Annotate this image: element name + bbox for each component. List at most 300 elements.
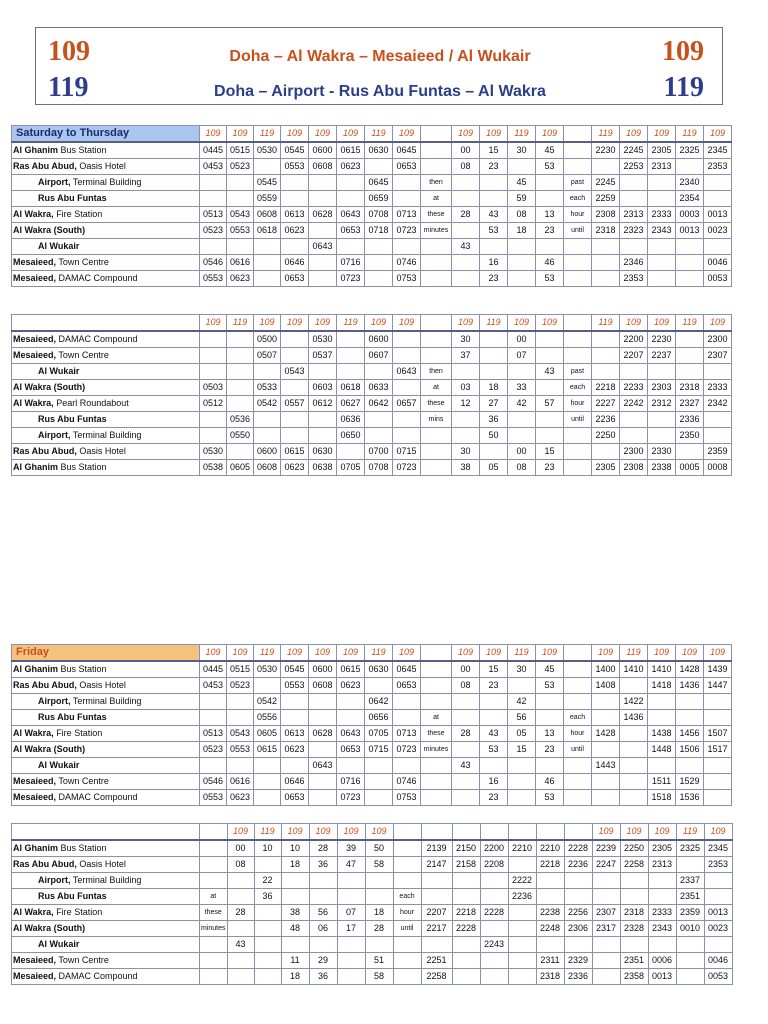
time-cell	[564, 694, 592, 710]
table-row	[12, 396, 732, 412]
time-cell: 0615	[254, 742, 281, 758]
time-cell: 2210	[508, 840, 536, 857]
time-cell: 53	[480, 223, 508, 239]
time-cell: 0553	[281, 678, 309, 694]
time-cell: 2207	[620, 348, 648, 364]
table-row	[12, 790, 732, 806]
time-cell: 1400	[592, 661, 620, 678]
table-sat-thu-return	[11, 314, 732, 476]
time-cell	[281, 710, 309, 726]
time-cell: 2343	[648, 223, 676, 239]
stop-name: Rus Abu Funtas	[12, 191, 200, 207]
time-cell: 0643	[309, 239, 337, 255]
time-cell	[676, 937, 704, 953]
stop-name: Al Wakra, Fire Station	[12, 207, 200, 223]
time-cell: 0533	[254, 380, 281, 396]
time-cell: 23	[480, 159, 508, 175]
time-cell: 0645	[365, 175, 393, 191]
route-number-cell: 109	[536, 645, 564, 662]
time-cell: 0046	[704, 953, 732, 969]
route-number-cell: 119	[508, 126, 536, 143]
time-cell	[365, 412, 393, 428]
time-cell: 0650	[337, 428, 365, 444]
time-cell	[421, 271, 452, 287]
time-cell	[676, 444, 704, 460]
time-cell: 1448	[648, 742, 676, 758]
time-cell	[309, 364, 337, 380]
time-cell: 2336	[676, 412, 704, 428]
time-cell	[620, 774, 648, 790]
time-cell: 0630	[309, 444, 337, 460]
time-cell: 0600	[309, 142, 337, 159]
time-cell	[592, 937, 620, 953]
route-number-cell: 109	[393, 315, 421, 332]
time-cell: 16	[480, 255, 508, 271]
time-cell: 2230	[648, 331, 676, 348]
time-cell	[281, 428, 309, 444]
time-cell	[592, 742, 620, 758]
time-cell: 2239	[592, 840, 620, 857]
time-cell: 0513	[200, 726, 227, 742]
time-cell: 0608	[309, 159, 337, 175]
stop-name: Mesaieed, Town Centre	[12, 255, 200, 271]
frequency-note: minutes	[421, 742, 452, 758]
time-cell	[536, 710, 564, 726]
time-cell: 2228	[480, 905, 508, 921]
time-cell: 10	[281, 840, 309, 857]
stop-name: Mesaieed, Town Centre	[12, 953, 200, 969]
time-cell	[592, 331, 620, 348]
route-number-cell: 109	[508, 315, 536, 332]
time-cell	[200, 953, 228, 969]
time-cell	[508, 159, 536, 175]
time-cell: 2237	[648, 348, 676, 364]
time-cell	[254, 255, 281, 271]
time-cell	[564, 331, 592, 348]
stop-name: Al Wakra (South)	[12, 921, 200, 937]
time-cell: 05	[480, 460, 508, 476]
time-cell	[564, 661, 592, 678]
time-cell: 2333	[704, 380, 732, 396]
time-cell	[281, 694, 309, 710]
time-cell	[536, 191, 564, 207]
frequency-note: past	[564, 175, 592, 191]
time-cell: 2150	[452, 840, 480, 857]
stop-name: Mesaieed, DAMAC Compound	[12, 969, 200, 985]
time-cell	[337, 953, 365, 969]
time-cell: 0753	[393, 271, 421, 287]
table-row	[12, 840, 733, 857]
time-cell	[508, 953, 536, 969]
time-cell: 2210	[536, 840, 564, 857]
table-row	[12, 758, 732, 774]
time-cell	[620, 889, 648, 905]
table-row	[12, 969, 733, 985]
table-row	[12, 742, 732, 758]
route-number-cell	[421, 824, 452, 841]
time-cell	[393, 840, 421, 857]
route-number-cell: 119	[480, 315, 508, 332]
time-cell: 0010	[676, 921, 704, 937]
time-cell: 46	[536, 255, 564, 271]
time-cell: 0603	[309, 380, 337, 396]
time-cell: 53	[536, 271, 564, 287]
time-cell: 0713	[393, 207, 421, 223]
time-cell	[337, 444, 365, 460]
time-cell	[200, 239, 227, 255]
time-cell: 1410	[648, 661, 676, 678]
time-cell: 0545	[281, 661, 309, 678]
time-cell	[452, 873, 480, 889]
route-number-cell: 109	[227, 645, 254, 662]
time-cell	[676, 159, 704, 175]
time-cell: 2353	[620, 271, 648, 287]
time-cell: 56	[309, 905, 337, 921]
time-cell: 0716	[337, 255, 365, 271]
time-cell	[704, 774, 732, 790]
time-cell	[421, 331, 452, 348]
time-cell: 2256	[564, 905, 592, 921]
time-cell: 0723	[393, 223, 421, 239]
time-cell	[309, 710, 337, 726]
frequency-note: these	[200, 905, 228, 921]
time-cell: 0013	[704, 207, 732, 223]
time-cell	[200, 191, 227, 207]
time-cell	[200, 331, 227, 348]
route-number-cell: 109	[648, 126, 676, 143]
table-row	[12, 873, 733, 889]
time-cell: 0633	[365, 380, 393, 396]
time-cell: 2307	[592, 905, 620, 921]
time-cell: 0542	[254, 396, 281, 412]
time-cell: 15	[480, 661, 508, 678]
time-cell	[564, 678, 592, 694]
time-cell: 2218	[592, 380, 620, 396]
time-cell: 18	[365, 905, 393, 921]
time-cell	[421, 255, 452, 271]
time-cell: 0008	[704, 460, 732, 476]
time-cell	[676, 758, 704, 774]
time-cell: 1536	[676, 790, 704, 806]
time-cell	[309, 937, 337, 953]
time-cell	[592, 348, 620, 364]
time-cell	[393, 857, 421, 873]
time-cell: 0627	[337, 396, 365, 412]
route-number-cell: 109	[648, 315, 676, 332]
time-cell	[421, 159, 452, 175]
time-cell	[227, 953, 254, 969]
route-number-cell: 119	[365, 645, 393, 662]
time-cell	[592, 953, 620, 969]
time-cell	[281, 889, 309, 905]
time-cell	[281, 175, 309, 191]
time-cell	[393, 239, 421, 255]
time-cell	[536, 412, 564, 428]
time-cell: 0636	[337, 412, 365, 428]
time-cell: 0600	[309, 661, 337, 678]
route-number-cell: 109	[648, 645, 676, 662]
time-cell: 2243	[480, 937, 508, 953]
time-cell: 0723	[393, 742, 421, 758]
table-row	[12, 159, 732, 175]
time-cell: 0523	[200, 742, 227, 758]
time-cell: 0053	[704, 271, 732, 287]
frequency-note: at	[421, 191, 452, 207]
time-cell: 16	[480, 774, 508, 790]
route-number-cell: 109	[309, 315, 337, 332]
time-cell	[564, 937, 592, 953]
stop-name: Airport, Terminal Building	[12, 873, 200, 889]
time-cell	[254, 790, 281, 806]
time-cell	[676, 255, 704, 271]
stop-name: Ras Abu Abud, Oasis Hotel	[12, 678, 200, 694]
time-cell: 2300	[704, 331, 732, 348]
time-cell: 1529	[676, 774, 704, 790]
time-cell: 2222	[508, 873, 536, 889]
time-cell	[676, 271, 704, 287]
time-cell	[393, 953, 421, 969]
time-cell: 27	[480, 396, 508, 412]
time-cell: 50	[480, 428, 508, 444]
time-cell	[536, 937, 564, 953]
time-cell: 50	[365, 840, 393, 857]
time-cell	[536, 380, 564, 396]
route-number-cell: 109	[200, 645, 227, 662]
time-cell: 0653	[281, 271, 309, 287]
time-cell	[480, 239, 508, 255]
time-cell	[200, 937, 228, 953]
time-cell	[508, 905, 536, 921]
time-cell: 2236	[564, 857, 592, 873]
time-cell	[365, 428, 393, 444]
route-header-row	[12, 126, 732, 143]
frequency-note: these	[421, 207, 452, 223]
table-row	[12, 953, 733, 969]
time-cell	[421, 678, 452, 694]
time-cell: 2358	[620, 969, 648, 985]
time-cell: 0530	[254, 661, 281, 678]
time-cell: 2251	[421, 953, 452, 969]
stop-name: Al Wukair	[12, 937, 200, 953]
time-cell: 0546	[200, 255, 227, 271]
time-cell: 2318	[536, 969, 564, 985]
time-cell	[704, 873, 732, 889]
route-number-cell	[536, 824, 564, 841]
time-cell	[480, 444, 508, 460]
table-row	[12, 428, 732, 444]
time-cell: 2313	[620, 207, 648, 223]
time-cell	[393, 758, 421, 774]
time-cell: 0013	[648, 969, 676, 985]
time-cell: 0653	[393, 678, 421, 694]
table-row	[12, 921, 733, 937]
time-cell	[508, 678, 536, 694]
time-cell	[281, 873, 309, 889]
time-cell	[480, 921, 508, 937]
time-cell: 0642	[365, 396, 393, 412]
table-row	[12, 331, 732, 348]
time-cell: 2247	[592, 857, 620, 873]
time-cell	[393, 710, 421, 726]
time-cell	[421, 758, 452, 774]
route-number-cell: 109	[592, 645, 620, 662]
time-cell: 2238	[536, 905, 564, 921]
time-cell	[393, 694, 421, 710]
time-cell	[508, 428, 536, 444]
frequency-note: until	[393, 921, 421, 937]
time-cell	[200, 969, 228, 985]
time-cell: 42	[508, 396, 536, 412]
time-cell: 0645	[393, 661, 421, 678]
time-cell	[227, 331, 254, 348]
time-cell: 17	[337, 921, 365, 937]
time-cell: 08	[508, 460, 536, 476]
table-friday-outbound	[11, 644, 732, 806]
time-cell: 0623	[337, 159, 365, 175]
route-number-119-right: 119	[663, 72, 704, 103]
route-number-cell: 119	[254, 645, 281, 662]
time-cell: 0608	[254, 460, 281, 476]
time-cell	[200, 873, 228, 889]
time-cell: 0523	[227, 159, 254, 175]
stop-name: Al Wakra, Fire Station	[12, 726, 200, 742]
time-cell: 0718	[365, 223, 393, 239]
time-cell: 0653	[337, 223, 365, 239]
time-cell	[393, 937, 421, 953]
time-cell: 2258	[421, 969, 452, 985]
time-cell	[200, 348, 227, 364]
time-cell	[452, 412, 480, 428]
time-cell: 1428	[676, 661, 704, 678]
time-cell: 0623	[281, 223, 309, 239]
time-cell: 0545	[254, 175, 281, 191]
time-cell: 2147	[421, 857, 452, 873]
table-row	[12, 678, 732, 694]
time-cell: 18	[508, 223, 536, 239]
time-cell: 0545	[281, 142, 309, 159]
time-cell: 0723	[393, 460, 421, 476]
time-cell	[254, 937, 281, 953]
route-header-row	[12, 315, 732, 332]
time-cell: 28	[365, 921, 393, 937]
time-cell	[452, 969, 480, 985]
stop-name: Al Wukair	[12, 364, 200, 380]
time-cell: 2300	[620, 444, 648, 460]
time-cell	[704, 937, 732, 953]
time-cell: 0003	[676, 207, 704, 223]
time-cell: 1408	[592, 678, 620, 694]
time-cell: 0536	[227, 412, 254, 428]
time-cell	[592, 873, 620, 889]
route-number-cell	[452, 824, 480, 841]
time-cell: 0543	[227, 726, 254, 742]
time-cell: 0643	[309, 758, 337, 774]
time-cell	[508, 969, 536, 985]
time-cell: 30	[508, 142, 536, 159]
time-cell: 0615	[281, 444, 309, 460]
time-cell	[421, 661, 452, 678]
stop-name: Al Ghanim Bus Station	[12, 142, 200, 159]
route-number-cell: 109	[620, 126, 648, 143]
time-cell	[676, 364, 704, 380]
route-number-cell: 119	[254, 126, 281, 143]
time-cell: 0612	[309, 396, 337, 412]
time-cell	[508, 857, 536, 873]
time-cell	[480, 331, 508, 348]
time-cell	[480, 694, 508, 710]
time-cell: 1507	[704, 726, 732, 742]
time-cell: 15	[536, 444, 564, 460]
table-sat-thu-outbound	[11, 125, 732, 287]
time-cell	[200, 840, 228, 857]
time-cell	[227, 921, 254, 937]
time-cell: 2313	[648, 857, 676, 873]
time-cell	[337, 758, 365, 774]
time-cell	[508, 758, 536, 774]
time-cell: 2345	[704, 142, 732, 159]
time-cell: 00	[508, 444, 536, 460]
time-cell: 2200	[620, 331, 648, 348]
route-number-cell: 109	[254, 315, 281, 332]
time-cell	[676, 969, 704, 985]
route-number-cell: 109	[281, 315, 309, 332]
time-cell	[393, 412, 421, 428]
time-cell	[421, 937, 452, 953]
time-cell: 0623	[281, 742, 309, 758]
time-cell	[337, 710, 365, 726]
time-cell: 0553	[227, 742, 254, 758]
table-row	[12, 239, 732, 255]
table-friday-later	[11, 823, 733, 985]
time-cell: 2250	[592, 428, 620, 444]
time-cell: 2311	[536, 953, 564, 969]
table-row	[12, 191, 732, 207]
time-cell	[309, 271, 337, 287]
time-cell: 0723	[337, 790, 365, 806]
table-row	[12, 889, 733, 905]
time-cell	[620, 412, 648, 428]
time-cell: 2318	[676, 380, 704, 396]
route-number-cell	[508, 824, 536, 841]
stop-name: Rus Abu Funtas	[12, 412, 200, 428]
time-cell	[452, 223, 480, 239]
time-cell: 0653	[393, 159, 421, 175]
time-cell	[508, 790, 536, 806]
time-cell	[592, 969, 620, 985]
time-cell: 0445	[200, 661, 227, 678]
time-cell	[309, 774, 337, 790]
time-cell: 2333	[648, 905, 676, 921]
frequency-note: each	[393, 889, 421, 905]
time-cell	[309, 223, 337, 239]
time-cell: 08	[227, 857, 254, 873]
time-cell: 0646	[281, 255, 309, 271]
time-cell	[564, 428, 592, 444]
time-cell: 0653	[337, 742, 365, 758]
time-cell: 0623	[281, 460, 309, 476]
time-cell: 2333	[648, 207, 676, 223]
time-cell: 2218	[536, 857, 564, 873]
time-cell: 08	[452, 159, 480, 175]
time-cell	[393, 873, 421, 889]
frequency-note: mins	[421, 412, 452, 428]
time-cell: 0538	[200, 460, 227, 476]
time-cell: 2227	[592, 396, 620, 412]
route-119-title: Doha – Airport - Rus Abu Funtas – Al Wakra	[214, 83, 546, 100]
time-cell	[393, 348, 421, 364]
time-cell	[393, 380, 421, 396]
route-number-cell: 109	[704, 645, 732, 662]
